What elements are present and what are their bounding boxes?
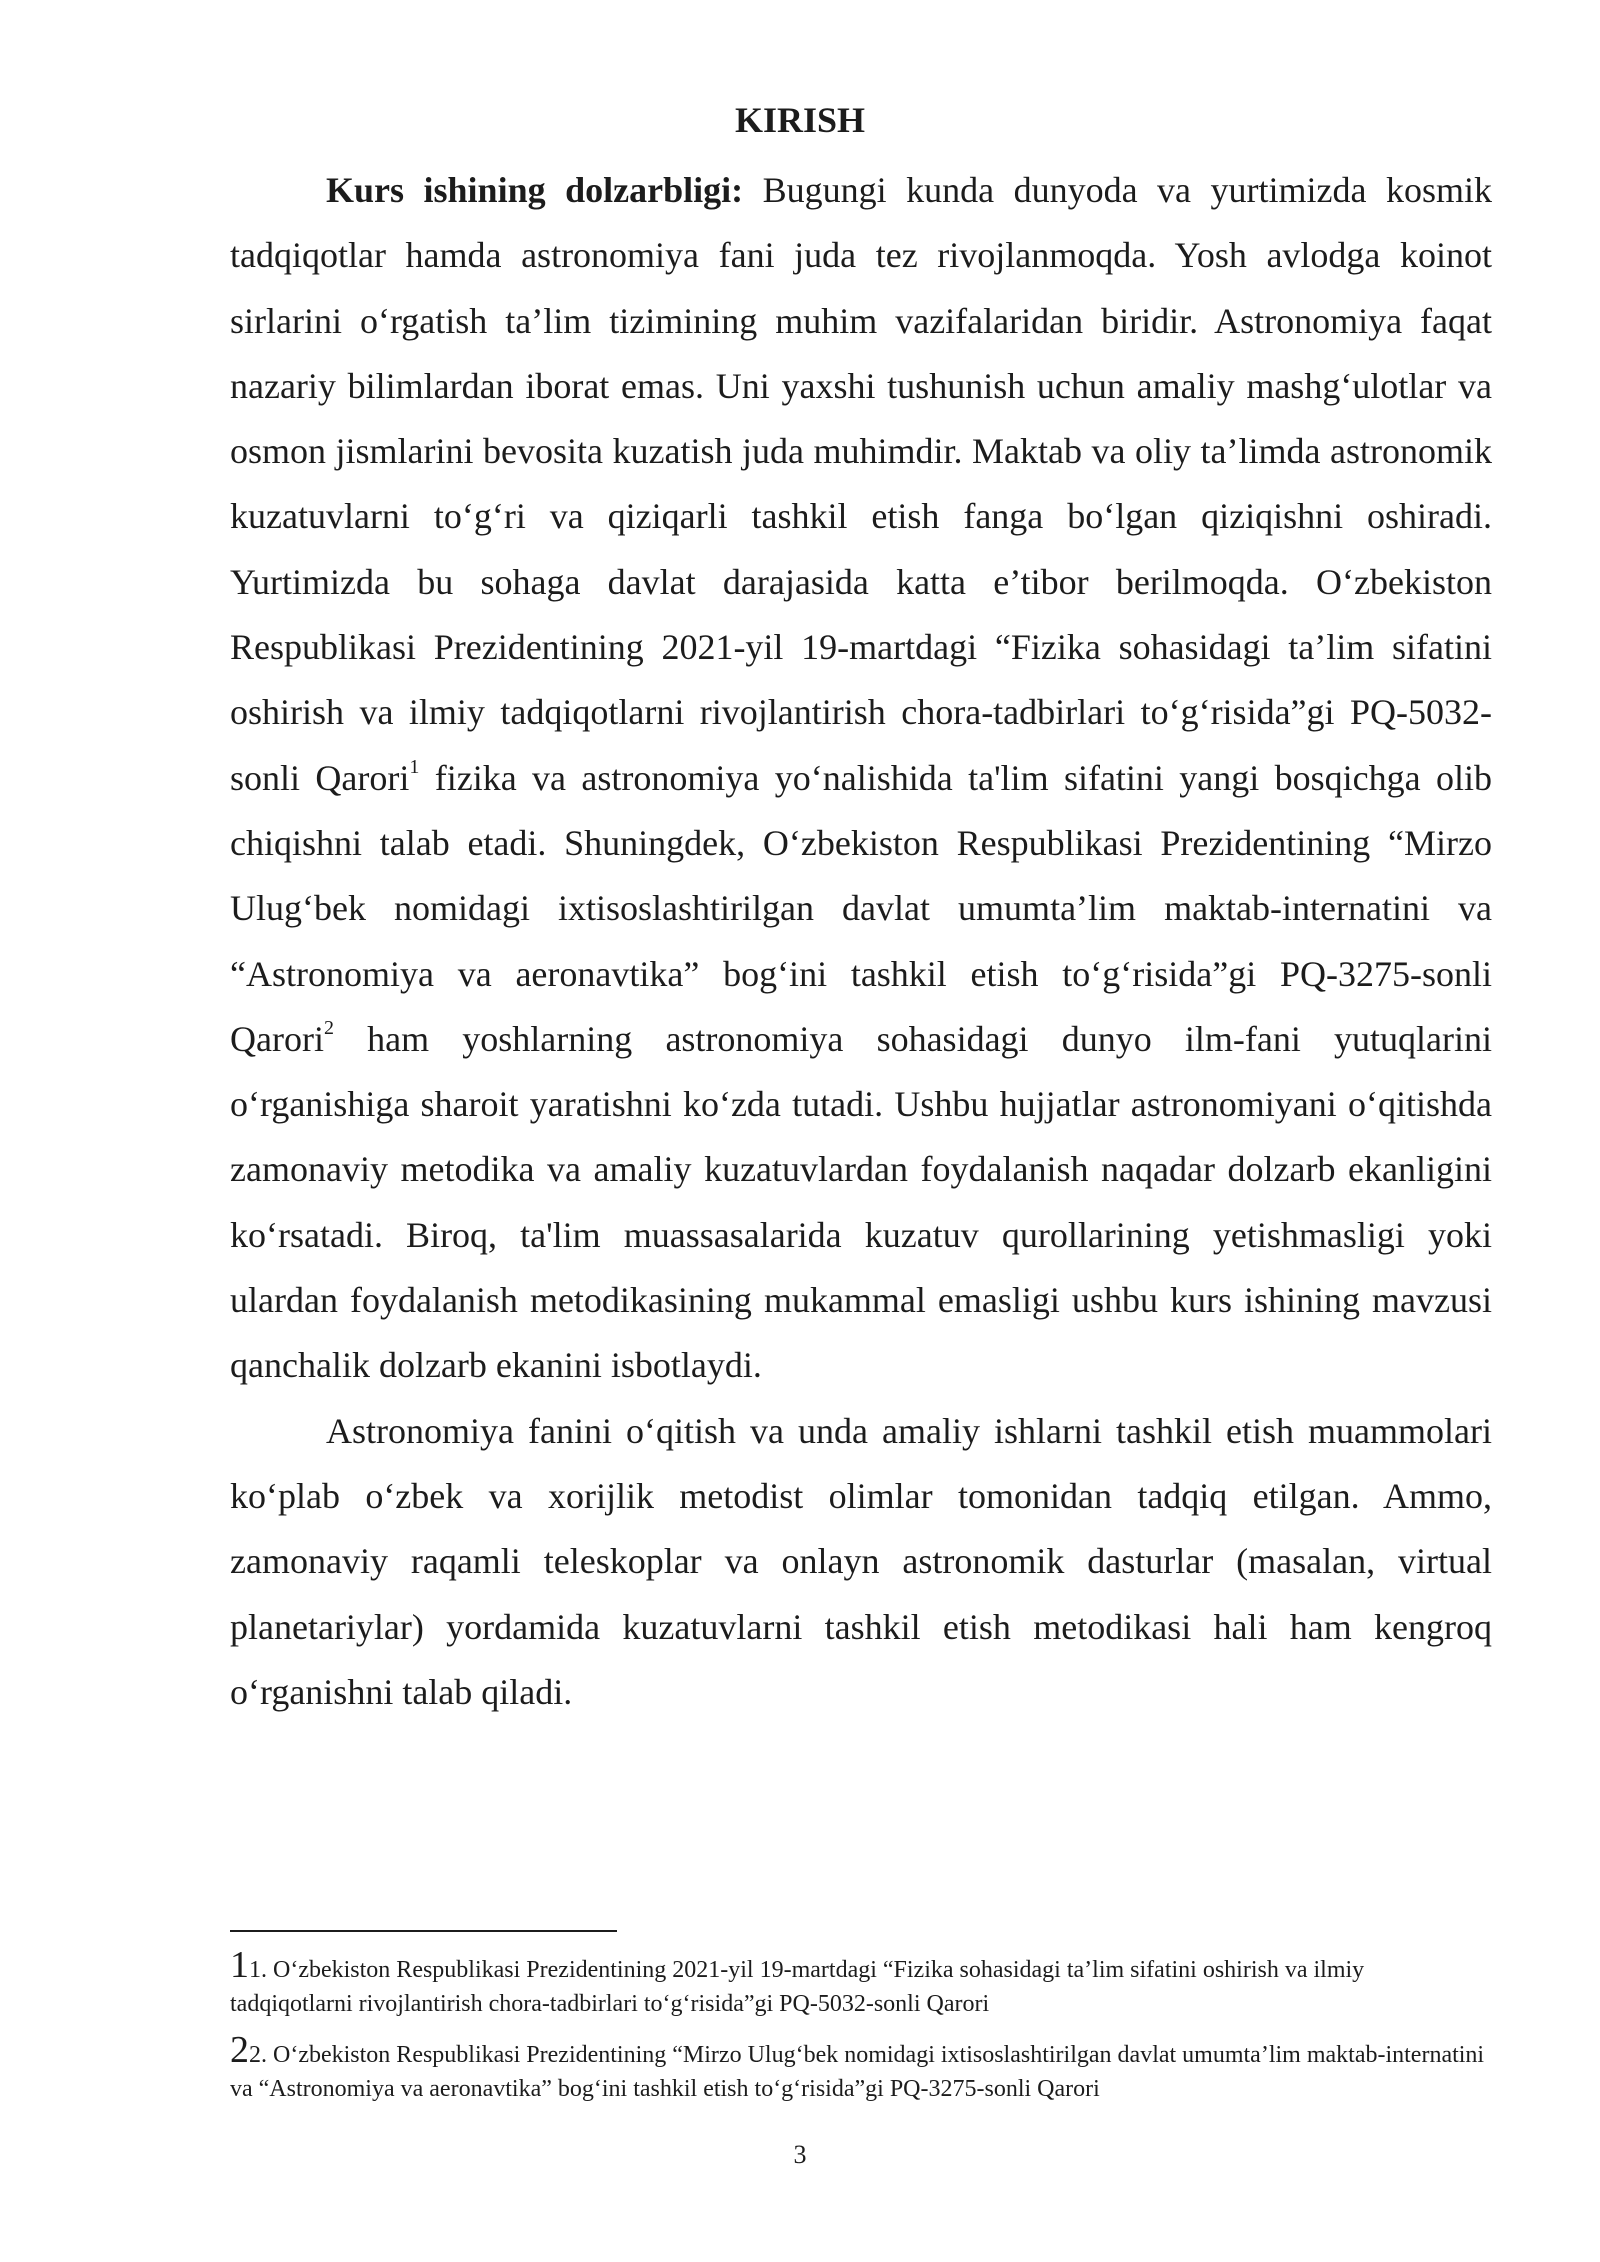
paragraph-text: fizika va astronomiya yo‘nalishida ta'lim sifatini yangi bosqichga olib chiqishni talab etadi. Shuningdek, O‘zbekiston Respublikasi Prezidentining “Mirzo Ulug‘bek nomidagi ixtisoslashtirilgan davlat umumta’lim maktab-internatini va “Astronomiya va aeronavtika” bog‘ini tashkil etish to‘g‘risida”gi PQ-3275-sonli Qarori [230, 757, 1493, 1059]
paragraph-text: ham yoshlarning astronomiya sohasidagi dunyo ilm-fani yutuqlarini o‘rganishiga sharoit yaratishni ko‘zda tutadi. Ushbu hujjatlar astronomiyani o‘qitishda zamonaviy metodika va amaliy kuzatuvlardan foydalanish naqadar dolzarb ekanligini ko‘rsatadi. Biroq, ta'lim muassasalarida kuzatuv qurollarining yetishmasligi yoki ulardan foydalanish metodikasining mukammal emasligi ushbu kurs ishining mavzusi qanchalik dolzarb ekanini isbotlaydi. [230, 1018, 1492, 1386]
footnotes [230, 1944, 1492, 2120]
page-title: KIRISH [734, 100, 866, 140]
footnote-text: 1. O‘zbekiston Respublikasi Prezidentining 2021-yil 19-martdagi “Fizika sohasidagi ta’lim sifatini oshirish va ilmiy tadqiqotlarni rivojlantirish chora-tadbirlari to‘g‘risida”gi PQ-5032-sonli Qarori [230, 1957, 1365, 2017]
footnote-text: 2. O‘zbekiston Respublikasi Prezidentining “Mirzo Ulug‘bek nomidagi ixtisoslashtirilgan davlat umumta’lim maktab-internatini va “Astronomiya va aeronavtika” bog‘ini tashkil etish to‘g‘risida”gi PQ-3275-sonli Qarori [230, 2042, 1485, 2102]
relevance-heading: Kurs ishining dolzarbligi: [326, 170, 744, 210]
paragraph-research: Astronomiya fanini o‘qitish va unda amaliy ishlarni tashkil etish muammolari ko‘plab o‘zbek va xorijlik metodist olimlar tomonidan tadqiq etilgan. Ammo, zamonaviy raqamli teleskoplar va onlayn astronomik dasturlar (masalan, virtual planetariylar) yordamida kuzatuvlarni tashkil etish metodikasi hali ham kengroq o‘rganishni talab qiladi. [230, 1410, 1492, 1712]
body-text [230, 158, 1492, 1725]
footnote-2 [230, 2029, 1492, 2106]
footnote-1 [230, 1944, 1492, 2021]
page-number: 3 [793, 2140, 807, 2169]
footnote-mark: 2 [230, 2029, 249, 2071]
footnote-mark: 1 [230, 1944, 249, 1986]
footnote-ref-1[interactable]: 1 [409, 755, 420, 778]
footnote-ref-2[interactable]: 2 [323, 1016, 334, 1039]
footnote-separator [230, 1930, 617, 1932]
paragraph-text: Bugungi kunda dunyoda va yurtimizda kosmik tadqiqotlar hamda astronomiya fani juda tez rivojlanmoqda. Yosh avlodga koinot sirlarini o‘rgatish ta’lim tizimining muhim vazifalaridan biridir. Astronomiya faqat nazariy bilimlardan iborat emas. Uni yaxshi tushunish uchun amaliy mashg‘ulotlar va osmon jismlarini bevosita kuzatish juda muhimdir. Maktab va oliy ta’limda astronomik kuzatuvlarni to‘g‘ri va qiziqarli tashkil etish fanga bo‘lgan qiziqishni oshiradi. Yurtimizda bu sohaga davlat darajasida katta e’tibor berilmoqda. O‘zbekiston Respublikasi Prezidentining 2021-yil 19-martdagi “Fizika sohasidagi ta’lim sifatini oshirish va ilmiy tadqiqotlarni rivojlantirish chora-tadbirlari to‘g‘risida”gi PQ-5032-sonli Qarori [230, 170, 1492, 798]
paragraph-relevance [230, 158, 1492, 1399]
